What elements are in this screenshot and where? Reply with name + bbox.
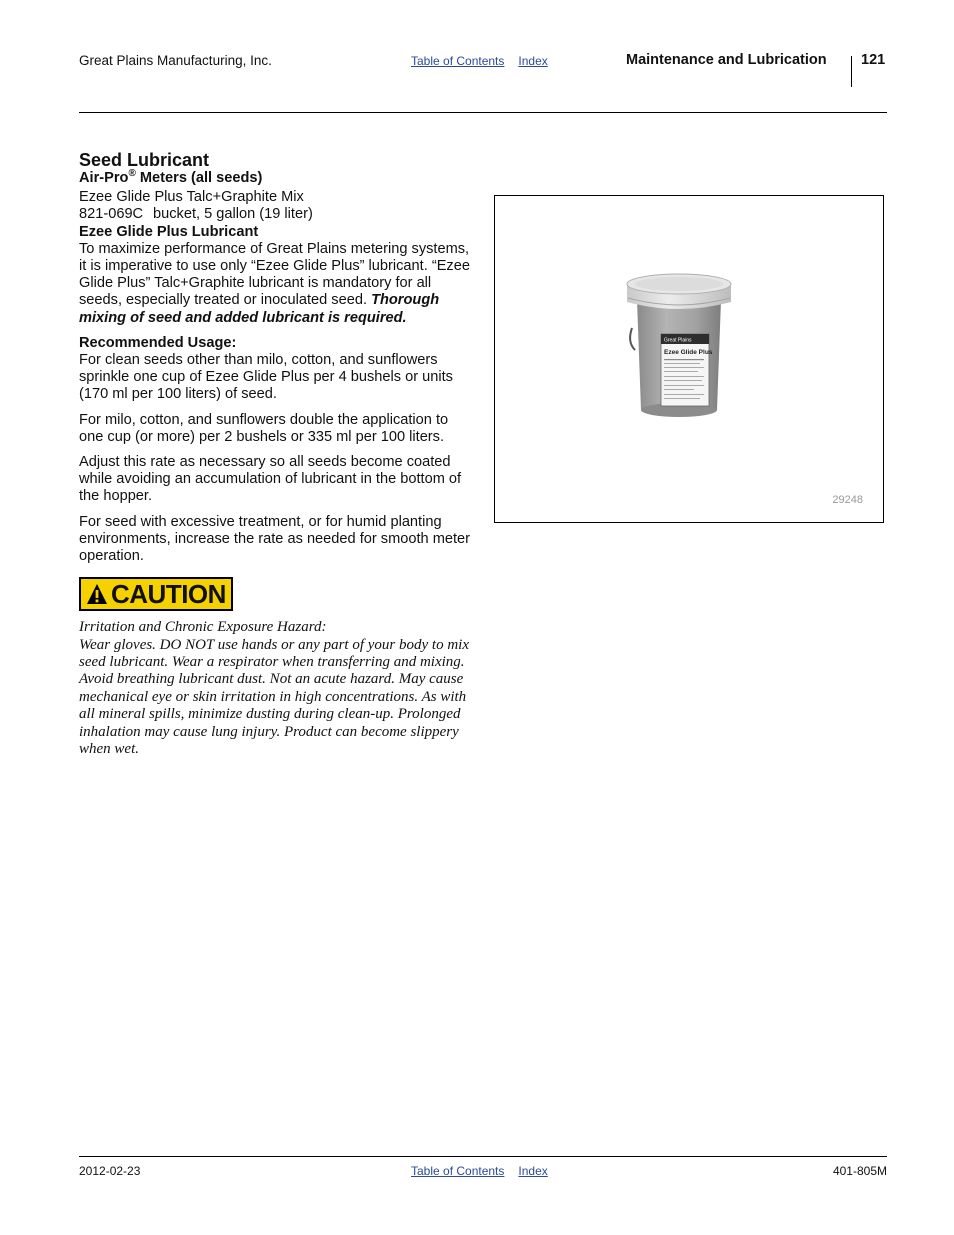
caution-label [79, 577, 233, 611]
lubricant-paragraph [79, 241, 471, 327]
footer-toc-link[interactable]: Table of Contents [411, 1164, 505, 1178]
page-number: 121 [861, 52, 886, 68]
figure-number: 29248 [832, 494, 863, 506]
warning-triangle-icon [86, 583, 108, 605]
header-rule [79, 112, 887, 113]
usage-paragraph-3: Adjust this rate as necessary so all seeds become coated while avoiding an accumulation of lubricant in the bottom of the hopper. [79, 454, 462, 505]
meters-heading-suffix: Meters (all seeds) [135, 170, 263, 186]
footer-date: 2012-02-23 [79, 1164, 141, 1178]
usage-heading: Recommended Usage: [79, 334, 237, 351]
part-description: bucket, 5 gallon (19 liter) [153, 206, 313, 223]
product-name: Ezee Glide Plus Talc+Graphite Mix [79, 189, 304, 206]
caution-text: CAUTION [111, 579, 226, 610]
meters-heading [79, 170, 471, 187]
footer-rule [79, 1156, 887, 1157]
hazard-message [79, 619, 471, 758]
hazard-body: Wear gloves. DO NOT use hands or any part of your body to mix seed lubricant. Wear a respirator when transferring and mixing. Avoid breathing lubricant dust. Not an acute hazard. May cause mechanical eye or skin irritation in high concentrations. As with all mineral spills, minimize dusting during clean-up. Prolonged inhalation may cause lung injury. Product can become slippery when wet. [79, 636, 469, 758]
usage-paragraph-1: For clean seeds other than milo, cotton, and sunflowers sprinkle one cup of Ezee Glide Plus per 4 bushels or units (170 ml per 100 liters) of seed. [79, 352, 453, 403]
part-row [79, 206, 471, 223]
lubricant-heading: Ezee Glide Plus Lubricant [79, 223, 259, 240]
hazard-title: Irritation and Chronic Exposure Hazard: [79, 619, 327, 636]
header-nav [411, 54, 548, 68]
registered-mark: ® [128, 168, 136, 180]
header-company: Great Plains Manufacturing, Inc. [79, 53, 272, 68]
lubricant-bucket-image [623, 270, 735, 422]
header-divider [851, 56, 852, 87]
meters-heading-prefix: Air-Pro [79, 170, 129, 186]
bucket-label-product: Ezee Glide Plus [664, 349, 713, 356]
header-section-title: Maintenance and Lubrication [626, 52, 827, 68]
header-index-link[interactable]: Index [518, 54, 548, 68]
header-toc-link[interactable]: Table of Contents [411, 54, 505, 68]
footer-doc-number: 401-805M [832, 1164, 887, 1178]
page-title: Seed Lubricant [79, 150, 210, 170]
usage-paragraph-2: For milo, cotton, and sunflowers double the application to one cup (or more) per 2 bushels or 335 ml per 100 liters. [79, 411, 449, 445]
footer-index-link[interactable]: Index [518, 1164, 548, 1178]
lubricant-body: To maximize performance of Great Plains metering systems, it is imperative to use only “Ezee Glide Plus” lubricant. “Ezee Glide Plus” Talc+Graphite lubricant is mandatory for all seeds, especially treated or inoculated seed. [79, 240, 470, 309]
main-column [79, 150, 471, 759]
part-number: 821-069C [79, 206, 144, 223]
lubricant-emphasis: Thorough mixing of seed and added lubricant is required. [79, 292, 440, 326]
figure-box [494, 195, 884, 523]
usage-paragraph-4: For seed with excessive treatment, or for humid planting environments, increase the rate as needed for smooth meter operation. [79, 513, 470, 565]
bucket-label-brand: Great Plains [664, 337, 692, 344]
footer-nav [411, 1164, 548, 1178]
